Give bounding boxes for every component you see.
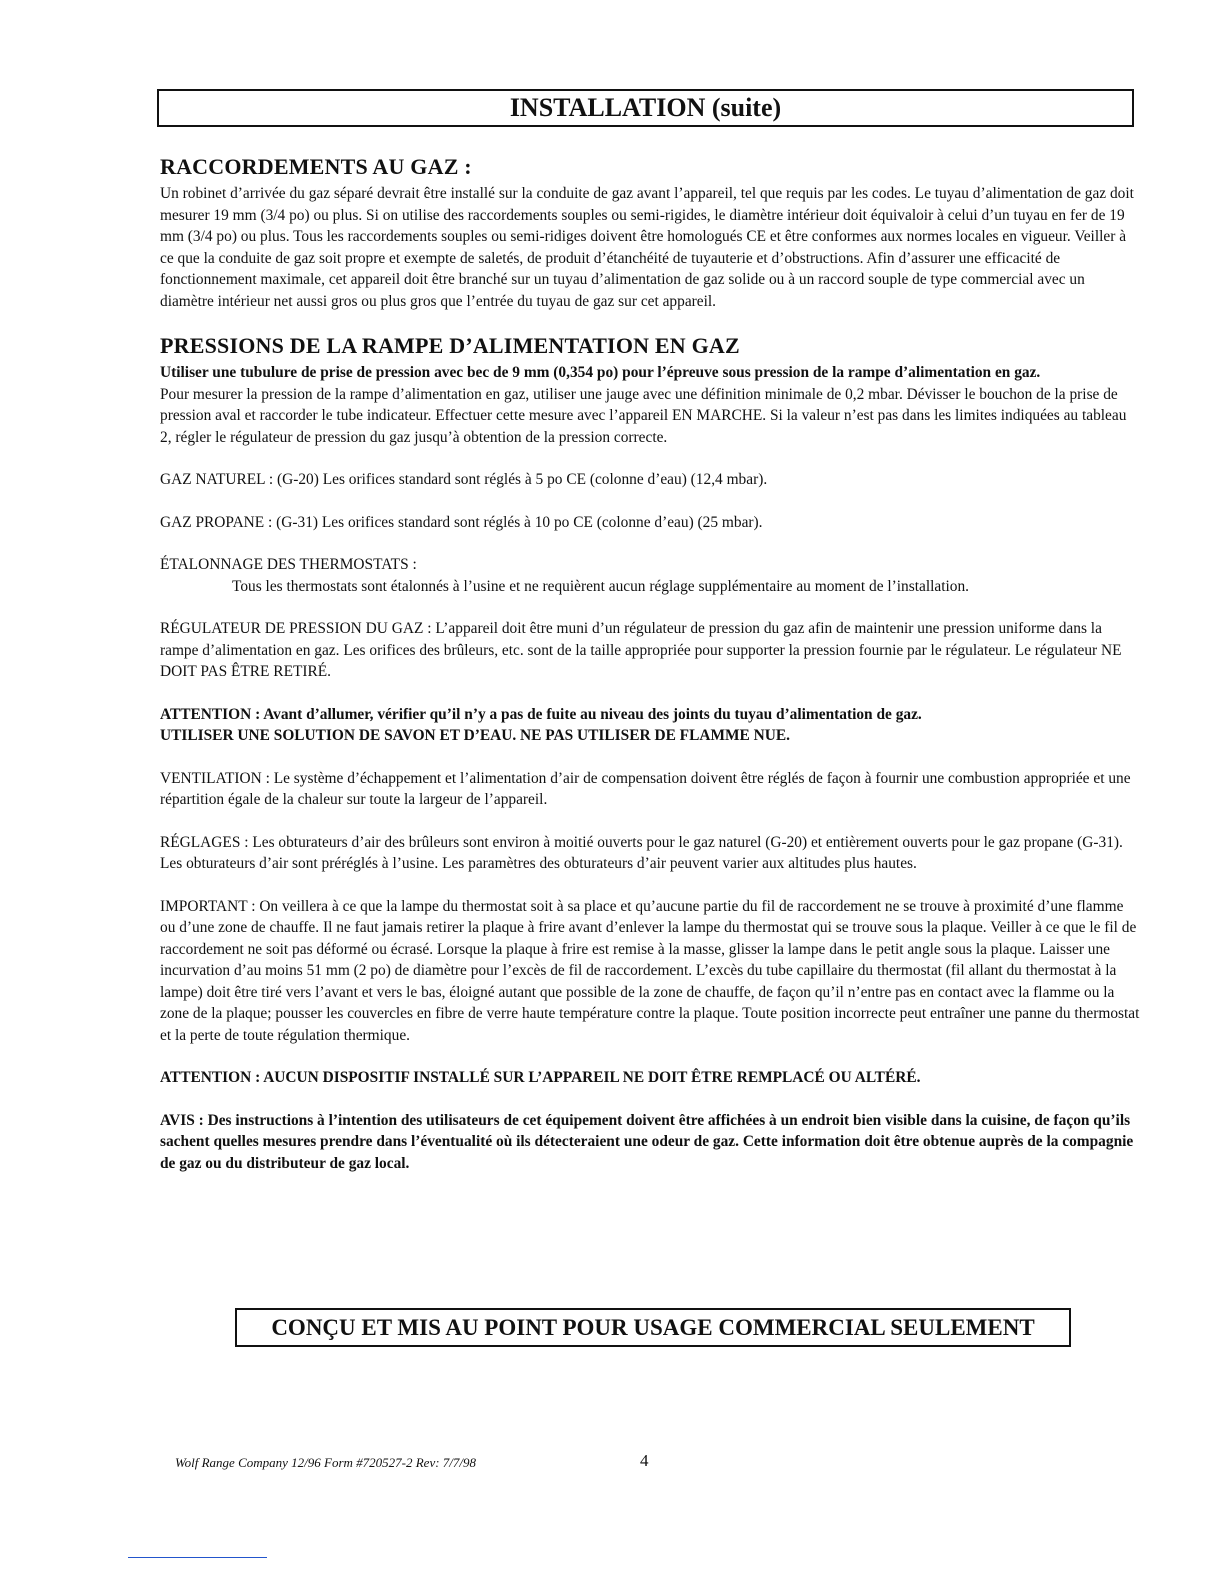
propane-gas-line: GAZ PROPANE : (G-31) Les orifices standard sont réglés à 10 po CE (colonne d’eau) (25 mbar).: [160, 513, 763, 531]
important-paragraph: IMPORTANT : On veillera à ce que la lampe du thermostat soit à sa place et qu’aucune partie du fil de raccordement ne se trouve à proximité d’une flamme ou d’une zone de chauffe. Il ne faut jamais retirer la plaque à frire avant d’enlever la lampe du thermostat qui se trouve sous la plaque. Veiller à ce que le fil de raccordement ne soit pas déformé ou écrasé. Lorsque la plaque à frire est remise à la masse, glisser la lampe dans le petit angle sous la plaque. Laisser une incurvation d’au moins 51 mm (2 po) de diamètre pour l’excès de fil de raccordement. L’excès du tube capillaire du thermostat (fil allant du thermostat à la lampe) doit être tiré vers l’avant et vers le bas, éloigné autant que possible de la zone de chauffe, de façon qu’il n’entre pas en contact avec la flamme ou la zone de la plaque; pousser les couvercles en fibre de verre haute température contre la plaque. Toute position incorrecte peut entraîner une panne du thermostat et la perte de toute régulation thermique.: [160, 897, 1140, 1044]
manifold-pressures-paragraph: Pour mesurer la pression de la rampe d’alimentation en gaz, utiliser une jauge avec une définition minimale de 0,2 mbar. Dévisser le bouchon de la prise de pression aval et raccorder le tube indicateur. Effectuer cette mesure avec l’appareil EN MARCHE. Si la valeur n’est pas dans les limites indiquées au tableau 2, régler le régulateur de pression du gaz jusqu’à obtention de la pression correcte.: [160, 385, 1127, 446]
notice-paragraph: AVIS : Des instructions à l’intention des utilisateurs de cet équipement doivent être affichées à un endroit bien visible dans la cuisine, de façon qu’ils sachent quelles mesures prendre dans l’éventualité où ils détecteraient une odeur de gaz. Cette information doit être obtenue auprès de la compagnie de gaz ou du distributeur de gaz local.: [160, 1111, 1134, 1172]
attention-no-device: ATTENTION : AUCUN DISPOSITIF INSTALLÉ SUR L’APPAREIL NE DOIT ÊTRE REMPLACÉ OU ALTÉRÉ.: [160, 1069, 921, 1086]
natural-gas-line: GAZ NATUREL : (G-20) Les orifices standard sont réglés à 5 po CE (colonne d’eau) (12,4 mbar).: [160, 471, 768, 488]
calibration-label: ÉTALONNAGE DES THERMOSTATS :: [160, 556, 417, 573]
footer-company-form: Wolf Range Company 12/96 Form #720527-2 Rev: 7/7/98: [175, 1455, 477, 1470]
warning-line-1: ATTENTION : Avant d’allumer, vérifier qu’il n’y a pas de fuite au niveau des joints du tuyau d’alimentation de gaz.: [160, 705, 922, 723]
page-number: 4: [640, 1451, 649, 1470]
manifold-pressures-intro: Utiliser une tubulure de prise de pression avec bec de 9 mm (0,354 po) pour l’épreuve sous pression de la rampe d’alimentation en gaz.: [160, 364, 1041, 381]
regulator-paragraph: RÉGULATEUR DE PRESSION DU GAZ : L’appareil doit être muni d’un régulateur de pression du gaz afin de maintenir une pression uniforme dans la rampe d’alimentation en gaz. Les orifices des brûleurs, etc. sont de la taille appropriée pour supporter la pression fournie par le régulateur. Le régulateur NE DOIT PAS ÊTRE RETIRÉ.: [160, 620, 1122, 680]
manifold-pressures-heading: PRESSIONS DE LA RAMPE D’ALIMENTATION EN GAZ: [160, 333, 740, 358]
gas-connections-paragraph: Un robinet d’arrivée du gaz séparé devrait être installé sur la conduite de gaz avant l’appareil, tel que requis par les codes. Le tuyau d’alimentation de gaz doit mesurer 19 mm (3/4 po) ou plus. Si on utilise des raccordements souples ou semi-rigides, le diamètre intérieur doit équivaloir à celui d’un tuyau en fer de 19 mm (3/4 po) ou plus. Tous les raccordements souples ou semi-ridiges doivent être homologués CE et être conformes aux normes locales en vigueur. Veiller à ce que la conduite de gaz soit propre et exempte de saletés, de produit d’étanchéité de tuyauterie et d’obstructions. Afin d’assurer une efficacité de fonctionnement maximale, cet appareil doit être branché sur un tuyau d’alimentation de gaz solide ou à un raccord souple de type commercial avec un diamètre intérieur net aussi gros ou plus gros que l’entrée du tuyau de gaz sur cet appareil.: [160, 185, 1134, 310]
page-title: INSTALLATION (suite): [157, 89, 1134, 127]
document-body: [160, 154, 1140, 1174]
adjustments-paragraph: RÉGLAGES : Les obturateurs d’air des brûleurs sont environ à moitié ouverts pour le gaz naturel (G-20) et entièrement ouverts pour le gaz propane (G-31). Les obturateurs d’air sont préréglés à l’usine. Les paramètres des obturateurs d’air peuvent varier aux altitudes plus hautes.: [160, 833, 1123, 872]
warning-line-2: UTILISER UNE SOLUTION DE SAVON ET D’EAU. NE PAS UTILISER DE FLAMME NUE.: [160, 727, 790, 744]
ventilation-paragraph: VENTILATION : Le système d’échappement et l’alimentation d’air de compensation doivent être réglés de façon à fournir une combustion appropriée et une répartition égale de la chaleur sur toute la largeur de l’appareil.: [160, 769, 1131, 808]
blue-underline-mark: [128, 1557, 267, 1558]
commercial-use-banner: CONÇU ET MIS AU POINT POUR USAGE COMMERCIAL SEULEMENT: [235, 1308, 1071, 1347]
gas-connections-heading: RACCORDEMENTS AU GAZ :: [160, 154, 472, 179]
calibration-paragraph: Tous les thermostats sont étalonnés à l’usine et ne requièrent aucun réglage supplémentaire au moment de l’installation.: [232, 577, 970, 595]
